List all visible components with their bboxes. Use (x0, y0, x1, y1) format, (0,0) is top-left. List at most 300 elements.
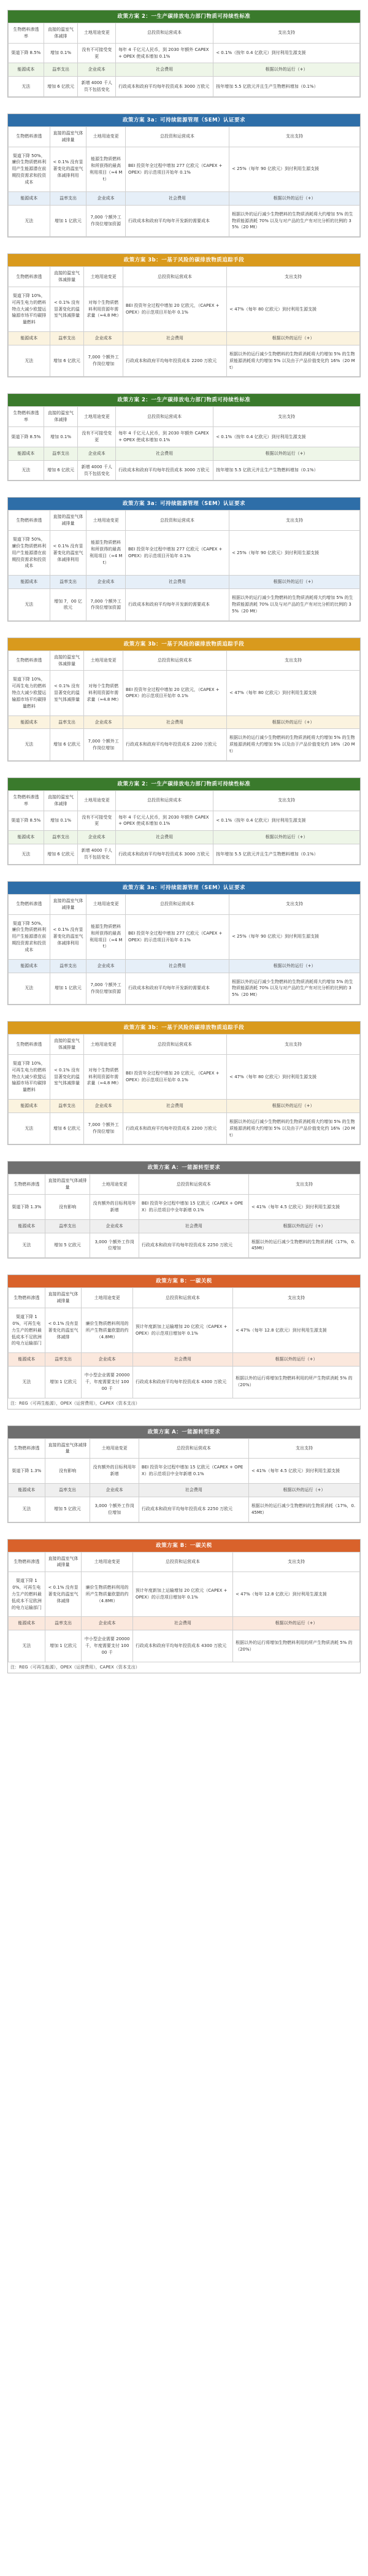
table-cell: 能源成本 (9, 1617, 45, 1630)
table-header-row (9, 23, 360, 44)
table-cell: 支出支持 (248, 1174, 359, 1195)
table-cell: 每年 4 千亿元人民币，到 2030 年额外 CAPEX + OPEX 使成本增加 0.1% (116, 427, 213, 447)
table-cell: < 0.1% 没有显著变化的温室气体减排利用 (50, 147, 86, 191)
table-cell: 中小型企业需要 20000 千，年度需要支付 10000 千 (82, 1367, 133, 1398)
table-cell: 新增 4000 千人员不包括变化 (78, 844, 116, 865)
policy-card (7, 497, 361, 621)
table-subheader-row (9, 1219, 360, 1233)
table-cell: 增加 6 亿欧元 (44, 77, 78, 97)
table-cell: 根据以外的运行（+） (227, 715, 360, 729)
table-cell: 益率支出 (44, 63, 78, 77)
table-cell: < 25%（每年 90 亿欧元）到付利用生源支援 (229, 914, 360, 959)
table-cell: 新增 4000 千人员不包括变化 (78, 460, 116, 480)
table-cell: 企业成本 (78, 63, 116, 77)
table-row (9, 1113, 360, 1144)
table-cell: 增加 6 亿欧元 (44, 844, 78, 865)
table-cell: 渠道下降 50%，廉价生物质燃料利用产生能源潜在前期投资需求和投资成本 (9, 914, 50, 959)
policy-table (8, 23, 360, 97)
table-cell: 生物燃料渗透 (9, 1438, 45, 1459)
table-cell: 根据以外的运行减少生物燃料的生物质消耗将大约增加 5% 的生物质能源消耗 70% 以及与对产品的生产有对比分析的比例的 35%（20 Mt） (229, 205, 360, 237)
table-cell: BEI 投资年全过程中增加 277 亿欧元（CAPEX + OPEX）的示范项目开始年 0.1% (125, 531, 229, 576)
table-cell: 行政成本和政府平均每年开发新的需要成本 (125, 589, 229, 621)
table-cell: 无法 (9, 205, 50, 237)
table-cell: 7,000 个额外工作岗位增加 (84, 1113, 123, 1144)
policy-card (7, 393, 361, 481)
table-cell: 根据以外的运行（+） (233, 1617, 360, 1630)
policy-table (8, 406, 360, 480)
table-cell: 能源成本 (9, 191, 50, 205)
table-cell: 无法 (9, 973, 50, 1005)
table-cell: 社会费用 (132, 1617, 232, 1630)
table-row (9, 460, 360, 480)
table-cell: 生物燃料渗透 (9, 650, 50, 671)
table-cell: < 0.1%（按年 0.4 亿欧元）到付利用生源支援 (213, 811, 360, 831)
table-subheader-row (9, 831, 360, 844)
table-footnote: 注：REG（可再生能源），OPEX（运营费用），CAPEX（资本支出） (10, 1664, 140, 1670)
table-cell: 3,000 个额外工作岗位增加 (90, 1233, 139, 1258)
table-row (9, 973, 360, 1005)
table-cell: < 0.1% 没有显著变化的温室气体减排 (45, 1572, 82, 1617)
table-cell: BEI 投资年全过程中增加 15 亿欧元（CAPEX + OPEX）的示范项目中全年新增 0.1% (139, 1195, 248, 1220)
table-cell: 社会费用 (123, 1100, 227, 1113)
table-cell: 根据以外的运行减少生物燃料的生物质消耗将大约增加 5% 的生物质能源消耗 70% 以及与对产品的生产有对比分析的比例的 35%（20 Mt） (229, 973, 360, 1005)
table-cell: 7,000 个额外工作岗位增加 (84, 729, 123, 761)
table-cell: 企业成本 (82, 1617, 133, 1630)
table-cell: 社会费用 (123, 332, 227, 345)
table-cell: 能源成本 (9, 1353, 45, 1367)
policy-card-title: 政策方案 3b：一基于风险的碳排放物质追踪手段 (8, 1022, 360, 1034)
table-cell: 社会费用 (125, 576, 229, 589)
table-cell: 行政成本和政府平均每年投资成本 2200 万欧元 (123, 729, 227, 761)
table-subheader-row (9, 63, 360, 77)
table-cell: 增加 6 亿欧元 (50, 1113, 84, 1144)
table-cell: 行政成本和政府平均每年投资成本 3000 万欧元 (116, 77, 213, 97)
table-cell: 7,000 个额外工作岗位增加资源 (86, 205, 126, 237)
policy-table (8, 266, 360, 377)
policy-card (7, 881, 361, 1005)
table-cell: 能源成本 (9, 63, 44, 77)
policy-card (7, 777, 361, 865)
table-cell: 生物燃料渗透 (9, 1174, 45, 1195)
table-cell: 土地用途变更 (86, 511, 126, 531)
table-row (9, 43, 360, 63)
table-cell: 能源成本 (9, 715, 50, 729)
table-row (9, 427, 360, 447)
table-cell: 生物燃料渗透 (9, 1035, 50, 1055)
table-cell: 支出支持 (227, 1035, 360, 1055)
table-cell: 中小型企业需要 20000 千，年度需要支付 10000 千 (82, 1630, 133, 1662)
policy-card-title: 政策方案 A：一能源转型要求 (8, 1162, 360, 1174)
table-cell: 根据以外的运行（+） (227, 332, 360, 345)
table-cell: 能源生物质燃料和所获得的最高利用项目（≈4 Mt） (86, 914, 126, 959)
table-row (9, 1630, 360, 1662)
table-cell: 3,000 个额外工作岗位增加 (90, 1497, 139, 1522)
table-cell: 渠道下降 10%，可再生电力生产的燃料最低成本不足欧洲的电力运输部门 (9, 1308, 45, 1353)
table-cell: 支出支持 (229, 894, 360, 914)
table-cell: 直接的温室气体减排量 (50, 267, 84, 287)
table-cell: 行政成本和政府平均每年开发新的需要成本 (125, 973, 229, 1005)
policy-table (8, 1552, 360, 1662)
table-cell: 渠道下降 50%，廉价生物质燃料利用产生能源潜在前期投资需求和投资成本 (9, 531, 50, 576)
table-cell: 企业成本 (84, 715, 123, 729)
table-cell: 生物燃料渗透 (9, 267, 50, 287)
policy-table (8, 1287, 360, 1398)
table-cell: 社会费用 (125, 191, 229, 205)
table-cell: 支出支持 (233, 1552, 360, 1572)
table-cell: 能源生物质燃料和所获得的最高利用项目（≈4 Mt） (86, 531, 126, 576)
table-cell: 能源成本 (9, 831, 44, 844)
table-cell: 预计年度新加上运输增加 20 亿欧元（CAPEX + OPEX）的示范项目增加年 0.1% (132, 1572, 232, 1617)
policy-table (8, 1174, 360, 1258)
table-cell: 无法 (9, 1367, 45, 1398)
table-cell: < 0.1% 没有显著变化的温室气体减排量 (50, 671, 84, 715)
table-subheader-row (9, 1617, 360, 1630)
policy-card-title: 政策方案 B：一碳关税 (8, 1540, 360, 1552)
table-cell: 生物燃料渗透率 (9, 23, 44, 44)
table-cell: 根据以外的运行（+） (213, 447, 360, 460)
table-cell: 增加 6 亿欧元 (50, 729, 84, 761)
table-cell: 无法 (9, 1233, 45, 1258)
table-cell: 对每个生物质燃料利用资源年需求量（≈4.8 Mt） (84, 287, 123, 331)
table-cell: 廉价生物质燃料利用的所产生物质量欧盟的约（4.8Mt） (82, 1572, 133, 1617)
table-cell: 直接的温室气体减排 (44, 23, 78, 44)
table-cell: 社会费用 (123, 715, 227, 729)
table-cell: < 47%（每年 12.8 亿欧元）到付利用生源支援 (233, 1308, 360, 1353)
table-header-row (9, 790, 360, 811)
table-row (9, 77, 360, 97)
table-cell: < 25%（每年 90 亿欧元）到付利用生源支援 (229, 147, 360, 191)
table-cell: 益率支出 (50, 715, 84, 729)
table-cell: 益率支出 (50, 332, 84, 345)
table-cell: 没有额外的目标利用年新增 (90, 1459, 139, 1484)
policy-card-title: 政策方案 2：一生产碳排放电力部门物质可持续性标准 (8, 10, 360, 23)
table-cell: 支出支持 (213, 407, 360, 427)
table-cell: 预计年度新加上运输增加 20 亿欧元（CAPEX + OPEX）的示范项目增加年 0.1% (132, 1308, 232, 1353)
table-cell: 廉价生物质燃料利用的所产生物质量欧盟的约（4.8Mt） (82, 1308, 133, 1353)
table-cell: < 0.1% 没有显著变化的温室气体减排 (45, 1308, 82, 1353)
table-header-row (9, 1035, 360, 1055)
table-row (9, 1308, 360, 1353)
table-cell: 行政成本和政府平均每年投资成本 4300 万欧元 (132, 1630, 232, 1662)
table-cell: 增加 1 亿欧元 (45, 1367, 82, 1398)
policy-table (8, 126, 360, 237)
policy-card (7, 10, 361, 98)
table-cell: BEI 投资年全过程中增加 20 亿欧元，（CAPEX + OPEX）的示范项目开始年 0.1% (123, 1054, 227, 1099)
policy-card (7, 1021, 361, 1145)
table-cell: < 47%（每年 80 亿欧元）到付利用生源支援 (227, 287, 360, 331)
table-cell: 直接的温室气体减排量 (50, 511, 86, 531)
table-cell: 渠道下降 10%，可再生电力的燃料特点大减少欧盟运输源市场平均碳排量燃料 (9, 671, 50, 715)
table-cell: 增加 6 亿欧元 (50, 345, 84, 377)
table-cell: 总投资和运营成本 (123, 650, 227, 671)
table-cell: 社会费用 (139, 1483, 248, 1497)
table-cell: 增加 1 亿欧元 (50, 205, 86, 237)
table-cell: 企业成本 (82, 1353, 133, 1367)
table-cell: 根据以外的运行减少生物燃料的生物质消耗（17%，0.45Mt） (248, 1497, 359, 1522)
table-cell: 根据以外的运行减少生物燃料的生物质消耗将大约增加 5% 的生物质能源消耗将大约增加 5% 以及由于产品价值变化约 16%（20 Mt） (227, 1113, 360, 1144)
table-cell: 渠道下降 8.5% (9, 43, 44, 63)
table-cell: 能源生物质燃料和所获得的最高利用项目（≈4 Mt） (86, 147, 126, 191)
table-cell: 支出支持 (213, 23, 360, 44)
table-cell: < 47%（每年 80 亿欧元）到付利用生源支援 (227, 1054, 360, 1099)
table-cell: 增加 7，00 亿欧元 (50, 589, 86, 621)
policy-table (8, 894, 360, 1005)
table-cell: 支出支持 (227, 650, 360, 671)
table-cell: 对每个生物质燃料利用资源年需求量（≈4.8 Mt） (84, 1054, 123, 1099)
policy-card-title: 政策方案 3b：一基于风险的碳排放物质追踪手段 (8, 254, 360, 266)
table-cell: 无法 (9, 1113, 50, 1144)
table-cell: 无法 (9, 844, 44, 865)
policy-card-title: 政策方案 3a：可持续能源管理（SEM）认证要求 (8, 882, 360, 894)
table-cell: 生物燃料渗透 (9, 511, 50, 531)
table-cell: 按年增加 5.5 亿欧元并且生产生物燃料增加（0.1%） (213, 844, 360, 865)
table-row (9, 205, 360, 237)
table-subheader-row (9, 1483, 360, 1497)
table-cell: 总投资和运营成本 (123, 267, 227, 287)
table-cell: 行政成本和政府平均每年投资成本 2200 万欧元 (123, 1113, 227, 1144)
table-cell: 行政成本和政府平均每年投资成本 2200 万欧元 (123, 345, 227, 377)
table-header-row (9, 1288, 360, 1308)
table-cell: 根据以外的运行（+） (213, 831, 360, 844)
table-cell: 社会费用 (116, 447, 213, 460)
table-row (9, 1497, 360, 1522)
table-cell: 益率支出 (45, 1353, 82, 1367)
table-cell: 根据以外的运行（+） (248, 1219, 359, 1233)
table-cell: 无法 (9, 77, 44, 97)
table-subheader-row (9, 1353, 360, 1367)
policy-card-title: 政策方案 2：一生产碳排放电力部门物质可持续性标准 (8, 394, 360, 406)
table-header-row (9, 267, 360, 287)
table-cell: 土地用途变更 (84, 1035, 123, 1055)
table-row (9, 671, 360, 715)
table-cell: 总投资和运营成本 (132, 1552, 232, 1572)
table-cell: 总投资和运营成本 (125, 126, 229, 147)
table-cell: 支出支持 (248, 1438, 359, 1459)
table-cell: 7,000 个额外工作岗位增加 (84, 345, 123, 377)
table-cell: 无法 (9, 589, 50, 621)
table-cell: 生物燃料渗透 (9, 1552, 45, 1572)
table-cell: 企业成本 (78, 447, 116, 460)
policy-card-title: 政策方案 3b：一基于风险的碳排放物质追踪手段 (8, 638, 360, 650)
table-cell: 行政成本和政府平均每年开发新的需要成本 (125, 205, 229, 237)
table-cell: < 41%（每年 4.5 亿欧元）到付利用生源支援 (248, 1459, 359, 1484)
table-cell: 企业成本 (78, 831, 116, 844)
table-row (9, 1054, 360, 1099)
table-cell: 根据以外的运行（+） (227, 1100, 360, 1113)
table-cell: < 25%（每年 90 亿欧元）到付利用生源支援 (229, 531, 360, 576)
table-header-row (9, 407, 360, 427)
table-cell: 益率支出 (50, 1100, 84, 1113)
table-cell: 增加 0.1% (44, 811, 78, 831)
table-cell: 直接的温室气体减排量 (50, 126, 86, 147)
table-cell: 支出支持 (229, 511, 360, 531)
table-cell: 每年 4 千亿元人民币，到 2030 年额外 CAPEX + OPEX 使成本增加 0.1% (116, 43, 213, 63)
table-cell: 企业成本 (86, 191, 126, 205)
table-cell: 直接的温室气体减排量 (45, 1552, 82, 1572)
table-subheader-row (9, 447, 360, 460)
table-cell: 每年 4 千亿元人民币，到 2030 年额外 CAPEX + OPEX 使成本增加 0.1% (116, 811, 213, 831)
policy-table (8, 1438, 360, 1522)
table-subheader-row (9, 332, 360, 345)
table-cell: 无法 (9, 460, 44, 480)
table-cell: 根据以外的运行减少生物燃料的生物质消耗将大约增加 5% 的生物质能源消耗 70% 以及与对产品的生产有对比分析的比例的 35%（20 Mt） (229, 589, 360, 621)
table-cell: 直接的温室气体减排量 (50, 1035, 84, 1055)
table-cell: < 0.1% 没有显著变化的温室气体减排利用 (50, 914, 86, 959)
policy-card-title: 政策方案 B：一碳关税 (8, 1275, 360, 1287)
table-cell: 能源成本 (9, 1100, 50, 1113)
table-cell: 渠道下降 10%，可再生电力的燃料特点大减少欧盟运输源市场平均碳排量燃料 (9, 1054, 50, 1099)
policy-card (7, 1161, 361, 1259)
table-cell: 企业成本 (90, 1219, 139, 1233)
table-cell: 总投资和运营成本 (132, 1288, 232, 1308)
table-cell: 益率支出 (44, 447, 78, 460)
table-cell: 总投资和运营成本 (123, 1035, 227, 1055)
table-cell: 根据以外的运行减少生物燃料的生物质消耗将大约增加 5% 的生物质能源消耗将大约增加 5% 以及由于产品价值变化约 16%（20 Mt） (227, 729, 360, 761)
table-subheader-row (9, 576, 360, 589)
table-cell: 无法 (9, 729, 50, 761)
table-cell: 对每个生物质燃料利用资源年需求量（≈4.8 Mt） (84, 671, 123, 715)
table-cell: 行政成本和政府平均每年投资成本 4300 万欧元 (132, 1367, 232, 1398)
table-cell: 企业成本 (90, 1483, 139, 1497)
table-cell: 益率支出 (45, 1617, 82, 1630)
table-cell: BEI 投资年全过程中增加 277 亿欧元（CAPEX + OPEX）的示范项目开始年 0.1% (125, 914, 229, 959)
table-cell: 社会费用 (116, 831, 213, 844)
table-cell: 土地用途变更 (78, 790, 116, 811)
table-cell: 增加 6 亿欧元 (44, 460, 78, 480)
table-cell: 根据以外的运行将增加生物燃料利用的所产生物质消耗 5% 的（20%） (233, 1630, 360, 1662)
table-cell: 企业成本 (86, 576, 126, 589)
table-row (9, 844, 360, 865)
table-footnote: 注：REG（可再生能源），OPEX（运营费用），CAPEX（资本支出） (10, 1400, 140, 1406)
table-cell: 根据以外的运行减少生物燃料的生物质消耗将大约增加 5% 的生物质能源消耗将大约增加 5% 以及由于产品价值变化约 16%（20 Mt） (227, 345, 360, 377)
table-cell: 7,000 个额外工作岗位增加资源 (86, 589, 126, 621)
table-cell: 生物燃料渗透率 (9, 790, 44, 811)
table-cell: 社会费用 (139, 1219, 248, 1233)
table-cell: 支出支持 (213, 790, 360, 811)
table-cell: 无法 (9, 1497, 45, 1522)
table-row (9, 287, 360, 331)
table-cell: 土地用途变更 (86, 126, 126, 147)
table-cell: 支出支持 (227, 267, 360, 287)
table-cell: 支出支持 (229, 126, 360, 147)
policy-card (7, 1275, 361, 1409)
table-cell: 总投资和运营成本 (116, 23, 213, 44)
table-cell: 益率支出 (45, 1483, 90, 1497)
policy-card (7, 253, 361, 377)
table-cell: 增加 0.1% (44, 427, 78, 447)
table-cell: 根据以外的运行（+） (229, 959, 360, 973)
table-cell: 总投资和运营成本 (139, 1174, 248, 1195)
table-cell: 渠道下降 8.5% (9, 811, 44, 831)
table-cell: 行政成本和政府平均每年投资成本 3000 万欧元 (116, 460, 213, 480)
table-cell: BEI 投资年全过程中增加 277 亿欧元（CAPEX + OPEX）的示范项目开始年 0.1% (125, 147, 229, 191)
table-cell: 没有不可接受变更 (78, 427, 116, 447)
table-cell: 土地用途变更 (78, 407, 116, 427)
table-cell: 渠道下降 10%，可再生电力的燃料特点大减少欧盟运输源市场平均碳排量燃料 (9, 287, 50, 331)
policy-card-title: 政策方案 A：一能源转型要求 (8, 1426, 360, 1438)
policy-card (7, 1539, 361, 1673)
table-cell: 总投资和运营成本 (125, 511, 229, 531)
table-cell: 能源成本 (9, 576, 50, 589)
table-header-row (9, 1174, 360, 1195)
table-cell: 益率支出 (44, 831, 78, 844)
table-row (9, 531, 360, 576)
table-cell: 生物燃料渗透 (9, 1288, 45, 1308)
table-cell: 按年增加 5.5 亿欧元并且生产生物燃料增加（0.1%） (213, 460, 360, 480)
table-cell: 能源成本 (9, 447, 44, 460)
table-cell: 增加 5 亿欧元 (45, 1233, 90, 1258)
table-cell: < 47%（每年 12.8 亿欧元）到付利用生源支援 (233, 1572, 360, 1617)
table-cell: 按年增加 5.5 亿欧元并且生产生物燃料增加（0.1%） (213, 77, 360, 97)
table-header-row (9, 650, 360, 671)
table-cell: 益率支出 (45, 1219, 90, 1233)
policy-card (7, 638, 361, 762)
table-cell: 新增 4000 千人员不包括变化 (78, 77, 116, 97)
table-header-row (9, 1438, 360, 1459)
policy-card-title: 政策方案 3a：可持续能源管理（SEM）认证要求 (8, 498, 360, 510)
table-cell: < 0.1%（按年 0.4 亿欧元）到付利用生源支援 (213, 43, 360, 63)
table-cell: 社会费用 (132, 1353, 232, 1367)
table-row (9, 1233, 360, 1258)
table-cell: 能源成本 (9, 332, 50, 345)
table-cell: 直接的温室气体减排量 (50, 894, 86, 914)
table-cell: 直接的温室气体减排量 (50, 650, 84, 671)
policy-table (8, 1034, 360, 1144)
table-cell: < 41%（每年 4.5 亿欧元）到付利用生源支援 (248, 1195, 359, 1220)
table-cell: 总投资和运营成本 (116, 407, 213, 427)
table-cell: 增加 1 亿欧元 (45, 1630, 82, 1662)
table-cell: 直接的温室气体减排 (44, 790, 78, 811)
table-cell: 社会费用 (116, 63, 213, 77)
table-cell: 能源成本 (9, 1219, 45, 1233)
table-cell: < 0.1% 没有显著变化的温室气体减排利用 (50, 531, 86, 576)
table-row (9, 811, 360, 831)
table-cell: 没有不可接受变更 (78, 811, 116, 831)
table-row (9, 1572, 360, 1617)
table-cell: 行政成本和政府平均每年投资成本 2250 万欧元 (139, 1233, 248, 1258)
table-cell: BEI 投资年全过程中增加 20 亿欧元，（CAPEX + OPEX）的示范项目开始年 0.1% (123, 671, 227, 715)
table-cell: 没有额外的目标利用年新增 (90, 1195, 139, 1220)
table-cell: 7,000 个额外工作岗位增加资源 (86, 973, 126, 1005)
table-cell: 根据以外的运行（+） (248, 1483, 359, 1497)
table-cell: 直接的温室气体减排量 (45, 1174, 90, 1195)
table-cell: 企业成本 (86, 959, 126, 973)
table-cell: < 0.1% 没有显著变化的温室气体减排量 (50, 287, 84, 331)
table-cell: 总投资和运营成本 (116, 790, 213, 811)
table-cell: 增加 5 亿欧元 (45, 1497, 90, 1522)
policy-card (7, 1425, 361, 1523)
policy-table (8, 510, 360, 620)
table-cell: 直接的温室气体减排 (44, 407, 78, 427)
table-subheader-row (9, 715, 360, 729)
table-cell: 渠道下降 8.5% (9, 427, 44, 447)
table-cell: < 47%（每年 80 亿欧元）到付利用生源支援 (227, 671, 360, 715)
table-cell: < 0.1% 没有显著变化的温室气体减排量 (50, 1054, 84, 1099)
policy-card (7, 114, 361, 237)
table-header-row (9, 511, 360, 531)
table-cell: 土地用途变更 (82, 1552, 133, 1572)
table-cell: < 0.1%（按年 0.4 亿欧元）到付利用生源支援 (213, 427, 360, 447)
table-cell: 根据以外的运行（+） (213, 63, 360, 77)
table-cell: 渠道下降 10%，可再生电力生产的燃料最低成本不足欧洲的电力运输部门 (9, 1572, 45, 1617)
table-cell: 总投资和运营成本 (125, 894, 229, 914)
table-cell: 没有不可接受变更 (78, 43, 116, 63)
table-row (9, 147, 360, 191)
table-subheader-row (9, 959, 360, 973)
policy-table (8, 790, 360, 865)
table-subheader-row (9, 191, 360, 205)
table-cell: 土地用途变更 (90, 1438, 139, 1459)
